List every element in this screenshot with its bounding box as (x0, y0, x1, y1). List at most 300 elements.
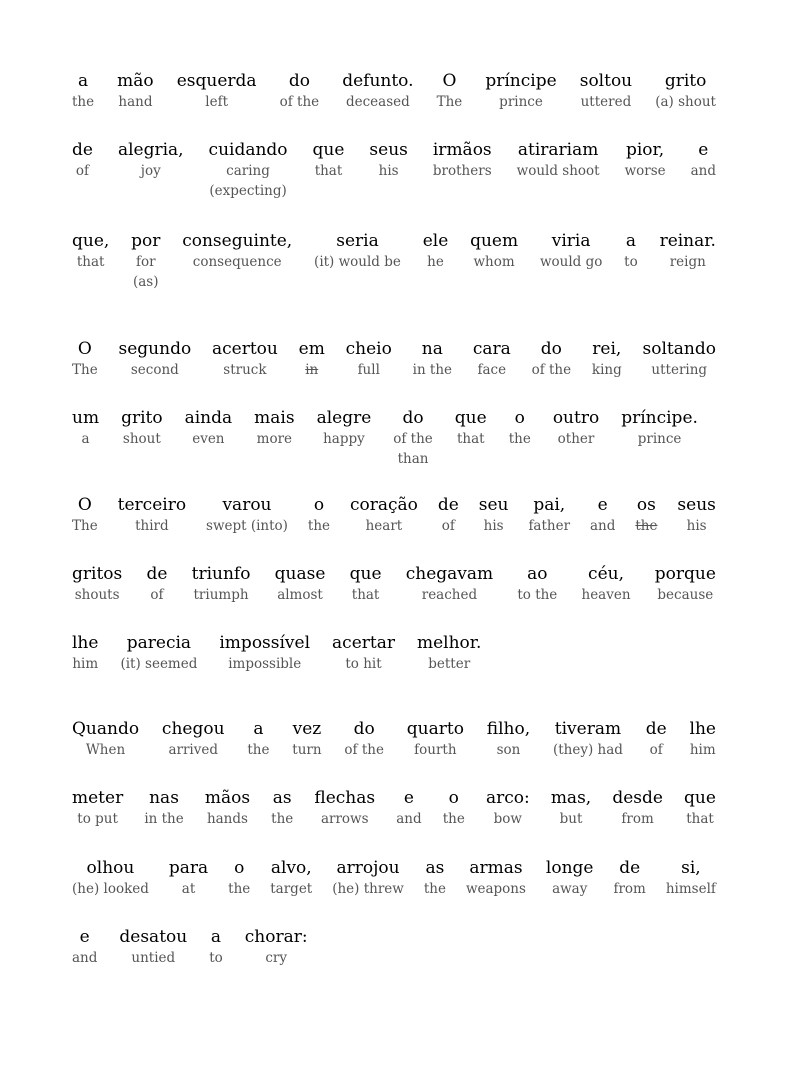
gloss-word (613, 857, 645, 899)
english-gloss (209, 161, 286, 201)
gloss-word (612, 787, 663, 829)
english-gloss-text: impossible (228, 656, 302, 672)
gloss-word (72, 563, 122, 605)
portuguese-word: príncipe. (621, 408, 698, 428)
portuguese-word: segundo (118, 339, 192, 359)
gloss-word (72, 407, 99, 449)
gloss-word (369, 139, 407, 181)
english-gloss-text: in (305, 362, 319, 378)
english-gloss-text: (he) looked (72, 881, 149, 897)
portuguese-word: O (442, 71, 457, 91)
english-gloss (150, 585, 163, 605)
portuguese-word: si, (681, 858, 701, 878)
english-gloss-text: himself (665, 881, 716, 897)
english-gloss (346, 92, 410, 112)
gloss-line (72, 926, 716, 968)
english-gloss-text: face (477, 362, 507, 378)
gloss-word (177, 70, 257, 112)
english-gloss-text: even (192, 431, 225, 447)
english-gloss (321, 809, 369, 829)
gloss-word (72, 230, 109, 272)
gloss-word (590, 494, 615, 536)
english-gloss-text: weapons (465, 881, 526, 897)
gloss-word (219, 632, 310, 674)
gloss-line (72, 407, 716, 469)
portuguese-word: quase (274, 564, 326, 584)
english-gloss (686, 809, 714, 829)
gloss-word (131, 230, 160, 292)
gloss-word (485, 70, 556, 112)
portuguese-word: mão (117, 71, 154, 91)
gloss-word (517, 139, 600, 181)
english-gloss-alt: (as) (132, 274, 159, 290)
english-gloss-text: would shoot (516, 163, 600, 179)
gloss-word (144, 787, 183, 829)
gloss-word (546, 857, 594, 899)
english-gloss (344, 740, 384, 760)
english-gloss (72, 360, 98, 380)
gloss-word (317, 407, 372, 449)
english-gloss-text: (it) seemed (120, 656, 198, 672)
english-gloss (72, 948, 97, 968)
english-gloss-text: in the (144, 811, 184, 827)
portuguese-word: acertou (211, 339, 278, 359)
english-gloss-text: cry (265, 950, 288, 966)
english-gloss-text: The (72, 518, 98, 534)
english-gloss-text: the (271, 811, 294, 827)
english-gloss (228, 879, 250, 899)
english-gloss-text: The (72, 362, 98, 378)
english-gloss (621, 809, 653, 829)
gloss-line (72, 857, 716, 899)
english-gloss-text: (it) would be (314, 254, 401, 270)
english-gloss (120, 654, 197, 674)
gloss-word (342, 70, 413, 112)
english-gloss-text: hands (206, 811, 248, 827)
gloss-word (72, 139, 93, 181)
gloss-word (433, 139, 492, 181)
english-gloss-text: almost (277, 587, 323, 603)
english-gloss (442, 516, 455, 536)
english-gloss (205, 92, 228, 112)
english-gloss-text: he (427, 254, 444, 270)
english-gloss-text: that (76, 254, 105, 270)
portuguese-word: nas (149, 788, 179, 808)
english-gloss (270, 879, 312, 899)
portuguese-word: desde (612, 788, 663, 808)
english-gloss (315, 161, 343, 181)
english-gloss (77, 809, 118, 829)
english-gloss-text: of the (344, 742, 384, 758)
english-gloss-text: target (270, 881, 313, 897)
english-gloss (308, 516, 330, 536)
english-gloss (625, 161, 666, 181)
english-gloss (168, 740, 218, 760)
english-gloss-text: triumph (193, 587, 249, 603)
english-gloss-text: to (624, 254, 638, 270)
english-gloss (379, 161, 399, 181)
english-gloss (422, 585, 477, 605)
english-gloss-text: other (557, 431, 595, 447)
english-gloss-text: and (72, 950, 98, 966)
english-gloss-text: shouts (74, 587, 120, 603)
english-gloss (72, 879, 149, 899)
portuguese-word: e (403, 788, 414, 808)
gloss-line (72, 787, 716, 829)
english-gloss-text: the (635, 518, 658, 534)
english-gloss-text: at (181, 881, 196, 897)
english-gloss (77, 252, 105, 272)
english-gloss (624, 252, 638, 272)
english-gloss-text: second (130, 362, 179, 378)
gloss-word (169, 857, 208, 899)
gloss-word (582, 563, 631, 605)
english-gloss (691, 161, 716, 181)
portuguese-word: que (684, 788, 716, 808)
english-gloss-text: of the (393, 431, 433, 447)
english-gloss-text: of (649, 742, 663, 758)
english-gloss-text: in the (412, 362, 453, 378)
english-gloss-text: would go (539, 254, 603, 270)
gloss-word (393, 407, 433, 469)
portuguese-word: do (402, 408, 424, 428)
gloss-word (413, 338, 452, 380)
english-gloss (193, 252, 282, 272)
portuguese-word: de (645, 719, 667, 739)
english-gloss-text: the (247, 742, 270, 758)
english-gloss (424, 879, 446, 899)
portuguese-word: ao (527, 564, 548, 584)
portuguese-word: de (146, 564, 168, 584)
portuguese-word: do (540, 339, 562, 359)
english-gloss (366, 516, 403, 536)
gloss-word (270, 857, 312, 899)
portuguese-word: impossível (219, 633, 311, 653)
gloss-word (72, 338, 98, 380)
english-gloss (292, 740, 321, 760)
portuguese-word: seus (677, 495, 716, 515)
gloss-word (660, 230, 716, 272)
portuguese-word: arco: (485, 788, 530, 808)
gloss-word (424, 857, 446, 899)
english-gloss-text: that (686, 811, 714, 827)
english-gloss (635, 516, 657, 536)
english-gloss-text: the (508, 431, 531, 447)
gloss-word (621, 407, 698, 449)
gloss-word (121, 407, 163, 449)
portuguese-word: lhe (72, 633, 99, 653)
english-gloss (345, 654, 381, 674)
portuguese-word: cuidando (208, 140, 288, 160)
english-gloss (141, 161, 161, 181)
portuguese-word: e (597, 495, 608, 515)
portuguese-word: de (619, 858, 641, 878)
gloss-word (247, 718, 269, 760)
english-gloss-text: struck (223, 362, 267, 378)
gloss-word (118, 494, 186, 536)
gloss-word (119, 338, 192, 380)
gloss-word (580, 70, 632, 112)
english-gloss-text: of the (531, 362, 572, 378)
english-gloss (484, 516, 504, 536)
portuguese-word: quem (470, 231, 519, 251)
gloss-word (212, 338, 278, 380)
gloss-word (438, 494, 459, 536)
english-gloss-text: and (690, 163, 716, 179)
portuguese-word: seu (478, 495, 509, 515)
english-gloss (332, 879, 404, 899)
portuguese-word: chegou (161, 719, 225, 739)
english-gloss-text: full (357, 362, 380, 378)
english-gloss-text: his (483, 518, 504, 534)
gloss-word (206, 494, 288, 536)
portuguese-word: rei, (592, 339, 622, 359)
english-gloss-text: prince (499, 94, 543, 110)
english-gloss (223, 360, 266, 380)
english-gloss (314, 252, 401, 272)
gloss-line (72, 70, 716, 112)
portuguese-word: por (131, 231, 161, 251)
portuguese-word: o (313, 495, 325, 515)
english-gloss (528, 516, 570, 536)
english-gloss (651, 360, 707, 380)
gloss-word (517, 563, 557, 605)
portuguese-word: que (312, 140, 345, 160)
gloss-word (182, 230, 292, 272)
english-gloss (280, 92, 320, 112)
gloss-word (72, 718, 139, 760)
portuguese-word: de (72, 140, 93, 160)
gloss-word (313, 139, 345, 181)
gloss-word (532, 338, 572, 380)
portuguese-word: chegavam (405, 564, 494, 584)
english-gloss-text: the (442, 811, 465, 827)
gloss-word (553, 718, 623, 760)
portuguese-word: olhou (86, 858, 135, 878)
english-gloss-alt: (expecting) (209, 183, 287, 199)
portuguese-word: coração (349, 495, 418, 515)
portuguese-word: alegria, (117, 140, 184, 160)
gloss-word (344, 718, 384, 760)
portuguese-word: longe (545, 858, 594, 878)
english-gloss (247, 740, 269, 760)
english-gloss (133, 252, 159, 292)
gloss-line (72, 139, 716, 201)
gloss-word (455, 407, 487, 449)
english-gloss (86, 740, 125, 760)
gloss-line (72, 338, 716, 380)
gloss-word (292, 718, 321, 760)
portuguese-word: que, (72, 231, 110, 251)
english-gloss (257, 429, 292, 449)
english-gloss (428, 654, 470, 674)
portuguese-word: cara (472, 339, 511, 359)
portuguese-word: em (298, 339, 325, 359)
english-gloss-text: the (228, 881, 251, 897)
english-gloss-text: that (456, 431, 485, 447)
english-gloss (277, 585, 323, 605)
english-gloss-text: reached (421, 587, 478, 603)
english-gloss (466, 879, 526, 899)
portuguese-word: chorar: (244, 927, 308, 947)
gloss-word (486, 787, 530, 829)
gloss-word (332, 632, 395, 674)
english-gloss (192, 429, 224, 449)
portuguese-word: outro (552, 408, 600, 428)
portuguese-word: O (77, 495, 92, 515)
gloss-word (551, 787, 591, 829)
english-gloss (552, 879, 587, 899)
gloss-word (271, 787, 293, 829)
gloss-word (118, 139, 184, 181)
gloss-word (314, 787, 375, 829)
english-gloss (657, 585, 713, 605)
english-gloss (228, 654, 301, 674)
gloss-word (72, 70, 94, 112)
gloss-word (72, 632, 98, 674)
portuguese-word: mãos (204, 788, 251, 808)
english-gloss-text: fourth (414, 742, 457, 758)
gloss-word (117, 70, 154, 112)
english-gloss (427, 252, 444, 272)
portuguese-word: o (514, 408, 525, 428)
portuguese-word: que (454, 408, 487, 428)
portuguese-word: o (448, 788, 459, 808)
gloss-word (666, 857, 716, 899)
portuguese-word: os (636, 495, 656, 515)
portuguese-word: príncipe (485, 71, 557, 91)
english-gloss-text: of (75, 163, 90, 179)
english-gloss-text: his (378, 163, 399, 179)
english-gloss-alt: than (397, 451, 429, 467)
gloss-word (528, 494, 570, 536)
portuguese-word: arrojou (336, 858, 400, 878)
portuguese-word: o (234, 858, 245, 878)
portuguese-word: a (77, 71, 89, 91)
english-gloss-text: the (423, 881, 446, 897)
english-gloss-text: to hit (345, 656, 382, 672)
english-gloss-text: The (436, 94, 463, 110)
gloss-word (120, 632, 197, 674)
portuguese-word: ele (422, 231, 449, 251)
portuguese-word: céu, (588, 564, 624, 584)
portuguese-word: a (253, 719, 264, 739)
english-gloss (82, 429, 90, 449)
english-gloss (592, 360, 622, 380)
english-gloss-text: arrows (320, 811, 369, 827)
english-gloss-text: When (85, 742, 126, 758)
gloss-word (423, 230, 449, 272)
english-gloss-text: whom (473, 254, 515, 270)
gloss-word (592, 338, 622, 380)
portuguese-word: irmãos (432, 140, 492, 160)
gloss-word (162, 718, 225, 760)
english-gloss-text: untied (131, 950, 176, 966)
portuguese-word: a (210, 927, 222, 947)
english-gloss (352, 585, 380, 605)
portuguese-word: melhor. (416, 633, 482, 653)
english-gloss (393, 429, 433, 469)
english-gloss (72, 654, 98, 674)
gloss-word (192, 563, 251, 605)
english-gloss-text: more (256, 431, 293, 447)
gloss-word (350, 494, 418, 536)
english-gloss (558, 429, 595, 449)
portuguese-word: do (288, 71, 310, 91)
gloss-word (275, 563, 326, 605)
gloss-word (314, 230, 401, 272)
portuguese-word: lhe (689, 719, 716, 739)
english-gloss-text: to put (77, 811, 118, 827)
english-gloss-text: but (559, 811, 583, 827)
english-gloss (135, 516, 169, 536)
portuguese-word: de (437, 495, 459, 515)
gloss-word (119, 926, 187, 968)
english-gloss (687, 516, 707, 536)
english-gloss (540, 252, 602, 272)
gloss-word (635, 494, 657, 536)
english-gloss-text: consequence (192, 254, 282, 270)
gloss-word (487, 718, 530, 760)
english-gloss-text: the (72, 94, 95, 110)
english-gloss-text: heaven (581, 587, 631, 603)
english-gloss-text: and (396, 811, 422, 827)
portuguese-word: desatou (119, 927, 188, 947)
english-gloss (437, 92, 463, 112)
portuguese-word: a (625, 231, 637, 251)
gloss-word (417, 632, 481, 674)
english-gloss-text: to the (517, 587, 558, 603)
english-gloss (613, 879, 645, 899)
english-gloss-text: bow (493, 811, 522, 827)
gloss-word (245, 926, 308, 968)
english-gloss-text: king (591, 362, 622, 378)
gloss-word (350, 563, 382, 605)
english-gloss (414, 740, 456, 760)
gloss-word (691, 139, 716, 181)
portuguese-word: alvo, (270, 858, 312, 878)
gloss-word (655, 70, 716, 112)
english-gloss-text: of (150, 587, 164, 603)
gloss-word (509, 407, 531, 449)
english-gloss (650, 740, 663, 760)
gloss-word (406, 563, 493, 605)
gloss-word (677, 494, 715, 536)
gloss-word (540, 230, 602, 272)
english-gloss-text: the (307, 518, 331, 534)
gloss-word (228, 857, 250, 899)
gloss-word (470, 230, 518, 272)
portuguese-word: Quando (72, 719, 140, 739)
portuguese-word: do (353, 719, 375, 739)
portuguese-word: flechas (314, 788, 376, 808)
gloss-word (205, 787, 250, 829)
portuguese-word: varou (222, 495, 272, 515)
gloss-word (72, 857, 149, 899)
portuguese-word: cheio (345, 339, 392, 359)
portuguese-word: para (168, 858, 209, 878)
english-gloss (396, 809, 421, 829)
portuguese-word: mais (254, 408, 295, 428)
gloss-line (72, 563, 716, 605)
english-gloss (206, 516, 288, 536)
english-gloss (207, 809, 248, 829)
gloss-word (72, 494, 98, 536)
english-gloss (144, 809, 183, 829)
english-gloss (358, 360, 380, 380)
english-gloss (413, 360, 452, 380)
english-gloss (581, 92, 632, 112)
